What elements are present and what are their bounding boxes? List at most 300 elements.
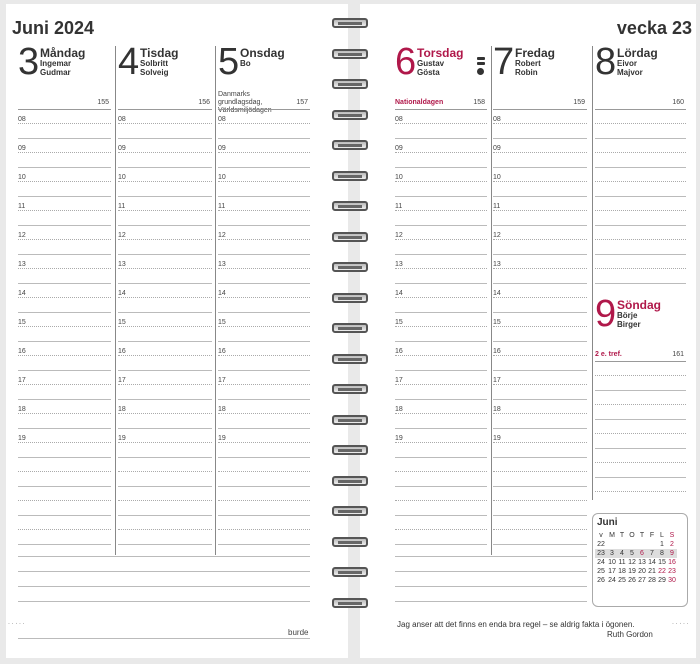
hour-line bbox=[395, 312, 487, 313]
hour-line bbox=[18, 167, 111, 168]
mini-calendar-weekday: T bbox=[639, 532, 645, 539]
hour-line bbox=[493, 399, 587, 400]
spiral-ring bbox=[332, 262, 368, 274]
name-day: Solveig bbox=[140, 68, 169, 77]
half-hour-line bbox=[18, 384, 111, 385]
hour-label: 11 bbox=[493, 203, 501, 210]
hour-line bbox=[118, 399, 212, 400]
day-separator-line bbox=[118, 109, 212, 110]
hour-line bbox=[395, 370, 487, 371]
half-hour-line bbox=[595, 123, 686, 124]
hour-line bbox=[18, 399, 111, 400]
hour-line bbox=[18, 515, 111, 516]
column-divider bbox=[215, 46, 216, 555]
hour-line bbox=[493, 428, 587, 429]
day-name: Måndag bbox=[40, 46, 86, 60]
half-hour-line bbox=[118, 384, 212, 385]
half-hour-line bbox=[493, 471, 587, 472]
hour-line bbox=[395, 167, 487, 168]
hour-label: 08 bbox=[18, 116, 26, 123]
spiral-ring bbox=[332, 506, 368, 518]
half-hour-line bbox=[595, 462, 686, 463]
name-day: Birger bbox=[617, 320, 641, 329]
column-divider bbox=[115, 46, 116, 555]
day-of-year: 157 bbox=[296, 99, 308, 106]
mini-calendar-weekday: M bbox=[609, 532, 615, 539]
day-number: 3 bbox=[18, 41, 40, 83]
mini-calendar-date: 15 bbox=[658, 559, 666, 566]
hour-line bbox=[18, 370, 111, 371]
hour-line bbox=[218, 167, 310, 168]
hour-line bbox=[218, 370, 310, 371]
hour-label: 08 bbox=[395, 116, 403, 123]
hour-label: 14 bbox=[395, 290, 403, 297]
hour-label: 11 bbox=[395, 203, 403, 210]
notes-line bbox=[395, 571, 587, 572]
hour-line bbox=[118, 544, 212, 545]
hour-label: 09 bbox=[118, 145, 126, 152]
half-hour-line bbox=[493, 297, 587, 298]
mini-calendar-week: 22 bbox=[597, 541, 605, 548]
mini-calendar-date bbox=[617, 540, 627, 549]
hour-line bbox=[493, 167, 587, 168]
mini-calendar-date: 27 bbox=[638, 577, 646, 584]
hour-line bbox=[595, 390, 686, 391]
hour-line bbox=[218, 428, 310, 429]
spiral-ring bbox=[332, 567, 368, 579]
hour-label: 15 bbox=[493, 319, 501, 326]
day-separator-line bbox=[395, 109, 487, 110]
hour-line bbox=[218, 312, 310, 313]
spiral-ring bbox=[332, 18, 368, 30]
hour-line bbox=[493, 515, 587, 516]
half-hour-line bbox=[18, 297, 111, 298]
half-hour-line bbox=[18, 442, 111, 443]
half-hour-line bbox=[118, 181, 212, 182]
half-hour-line bbox=[493, 210, 587, 211]
hour-line bbox=[118, 428, 212, 429]
half-hour-line bbox=[395, 210, 487, 211]
hour-label: 18 bbox=[493, 406, 501, 413]
mini-calendar-date: 22 bbox=[658, 568, 666, 575]
notes-line bbox=[18, 556, 310, 557]
day-of-year: 161 bbox=[672, 351, 684, 358]
half-hour-line bbox=[118, 123, 212, 124]
mini-calendar-weekday: v bbox=[599, 532, 603, 539]
hour-line bbox=[395, 399, 487, 400]
month-title: Juni 2024 bbox=[12, 18, 95, 38]
notes-line bbox=[395, 601, 587, 602]
hour-line bbox=[218, 399, 310, 400]
mini-calendar-date: 12 bbox=[628, 559, 636, 566]
name-day: Robert bbox=[515, 59, 541, 68]
spiral-ring bbox=[332, 110, 368, 122]
day-number: 9 bbox=[595, 293, 617, 335]
spiral-ring bbox=[332, 384, 368, 396]
hour-line bbox=[118, 138, 212, 139]
spiral-ring bbox=[332, 140, 368, 152]
notes-line bbox=[18, 601, 310, 602]
hour-label: 09 bbox=[395, 145, 403, 152]
hour-line bbox=[595, 419, 686, 420]
half-hour-line bbox=[18, 529, 111, 530]
mini-calendar-date: 7 bbox=[647, 549, 657, 558]
day-separator-line bbox=[218, 109, 310, 110]
half-hour-line bbox=[395, 500, 487, 501]
day-separator-line bbox=[595, 361, 686, 362]
hour-line bbox=[395, 138, 487, 139]
half-hour-line bbox=[18, 413, 111, 414]
day-of-year: 156 bbox=[198, 99, 210, 106]
hour-line bbox=[595, 448, 686, 449]
half-hour-line bbox=[395, 471, 487, 472]
day-number: 7 bbox=[493, 41, 515, 83]
notes-line bbox=[18, 571, 310, 572]
mini-calendar-date: 28 bbox=[648, 577, 656, 584]
hour-line bbox=[18, 486, 111, 487]
brand-logo: burde bbox=[288, 628, 309, 637]
half-hour-line bbox=[595, 181, 686, 182]
half-hour-line bbox=[218, 297, 310, 298]
hour-label: 13 bbox=[118, 261, 126, 268]
half-hour-line bbox=[218, 355, 310, 356]
half-hour-line bbox=[218, 413, 310, 414]
hour-line bbox=[493, 457, 587, 458]
mini-calendar-weekday: L bbox=[660, 532, 664, 539]
hour-line bbox=[118, 486, 212, 487]
name-day: Solbritt bbox=[140, 59, 168, 68]
hour-line bbox=[118, 283, 212, 284]
hour-label: 19 bbox=[218, 435, 226, 442]
spiral-ring bbox=[332, 171, 368, 183]
spiral-ring bbox=[332, 79, 368, 91]
half-hour-line bbox=[18, 355, 111, 356]
day-number: 4 bbox=[118, 41, 140, 83]
hour-label: 18 bbox=[218, 406, 226, 413]
half-hour-line bbox=[218, 326, 310, 327]
half-hour-line bbox=[18, 181, 111, 182]
half-hour-line bbox=[493, 442, 587, 443]
mini-calendar-date: 25 bbox=[618, 577, 626, 584]
holiday-label: Nationaldagen bbox=[395, 99, 444, 106]
mini-calendar-date: 2 bbox=[670, 541, 674, 548]
mini-calendar-date: 24 bbox=[608, 577, 616, 584]
half-hour-line bbox=[395, 297, 487, 298]
hour-line bbox=[493, 138, 587, 139]
half-hour-line bbox=[18, 471, 111, 472]
hour-label: 14 bbox=[118, 290, 126, 297]
spiral-ring bbox=[332, 293, 368, 305]
hour-label: 11 bbox=[118, 203, 126, 210]
half-hour-line bbox=[595, 433, 686, 434]
hour-label: 08 bbox=[493, 116, 501, 123]
mini-calendar-date: 29 bbox=[658, 577, 666, 584]
name-day: Gustav bbox=[417, 59, 445, 68]
spiral-ring bbox=[332, 232, 368, 244]
day-name: Onsdag bbox=[240, 46, 285, 60]
corner-mark-left: ˙˙˙˙˙ bbox=[8, 622, 27, 631]
half-hour-line bbox=[218, 210, 310, 211]
half-hour-line bbox=[493, 123, 587, 124]
column-divider bbox=[491, 46, 492, 555]
hour-label: 17 bbox=[118, 377, 126, 384]
hour-label: 18 bbox=[18, 406, 26, 413]
hour-line bbox=[493, 254, 587, 255]
hour-label: 12 bbox=[18, 232, 26, 239]
mini-calendar-week: 25 bbox=[597, 568, 605, 575]
hour-line bbox=[395, 254, 487, 255]
name-day: Majvor bbox=[617, 68, 643, 77]
half-hour-line bbox=[218, 500, 310, 501]
hour-label: 17 bbox=[395, 377, 403, 384]
hour-line bbox=[118, 225, 212, 226]
mini-calendar-date: 5 bbox=[627, 549, 637, 558]
spiral-ring bbox=[332, 201, 368, 213]
hour-label: 14 bbox=[18, 290, 26, 297]
hour-line bbox=[395, 457, 487, 458]
quote-author: Ruth Gordon bbox=[607, 630, 653, 639]
half-hour-line bbox=[595, 491, 686, 492]
hour-line bbox=[218, 138, 310, 139]
half-hour-line bbox=[395, 529, 487, 530]
half-hour-line bbox=[395, 413, 487, 414]
hour-line bbox=[218, 283, 310, 284]
hour-label: 17 bbox=[218, 377, 226, 384]
name-day: Eivor bbox=[617, 59, 638, 68]
hour-label: 12 bbox=[395, 232, 403, 239]
half-hour-line bbox=[493, 181, 587, 182]
hour-label: 15 bbox=[118, 319, 126, 326]
half-hour-line bbox=[218, 181, 310, 182]
half-hour-line bbox=[493, 326, 587, 327]
hour-label: 10 bbox=[218, 174, 226, 181]
day-separator-line bbox=[493, 109, 587, 110]
half-hour-line bbox=[18, 152, 111, 153]
hour-label: 13 bbox=[218, 261, 226, 268]
hour-label: 15 bbox=[18, 319, 26, 326]
mini-calendar-week: 23 bbox=[595, 549, 607, 558]
mini-calendar-date: 20 bbox=[638, 568, 646, 575]
hour-label: 09 bbox=[493, 145, 501, 152]
quote-text: Jag anser att det finns en enda bra regel – se aldrig fakta i ögonen. bbox=[397, 620, 635, 629]
half-hour-line bbox=[218, 442, 310, 443]
hour-label: 12 bbox=[493, 232, 501, 239]
half-hour-line bbox=[118, 500, 212, 501]
hour-line bbox=[118, 341, 212, 342]
half-hour-line bbox=[118, 239, 212, 240]
day-of-year: 158 bbox=[473, 99, 485, 106]
half-hour-line bbox=[118, 152, 212, 153]
name-day: Robin bbox=[515, 68, 538, 77]
spiral-ring bbox=[332, 537, 368, 549]
hour-line bbox=[18, 312, 111, 313]
spiral-ring bbox=[332, 445, 368, 457]
hour-line bbox=[595, 225, 686, 226]
hour-line bbox=[18, 138, 111, 139]
half-hour-line bbox=[493, 355, 587, 356]
hour-line bbox=[18, 544, 111, 545]
day-separator-line bbox=[18, 109, 111, 110]
mini-calendar-date: 21 bbox=[648, 568, 656, 575]
half-hour-line bbox=[218, 384, 310, 385]
hour-label: 14 bbox=[493, 290, 501, 297]
hour-label: 18 bbox=[395, 406, 403, 413]
half-hour-line bbox=[395, 181, 487, 182]
day-of-year: 155 bbox=[97, 99, 109, 106]
hour-line bbox=[218, 544, 310, 545]
hour-line bbox=[395, 196, 487, 197]
mini-calendar-title: Juni bbox=[597, 517, 618, 528]
hour-line bbox=[395, 486, 487, 487]
half-hour-line bbox=[493, 529, 587, 530]
half-hour-line bbox=[493, 268, 587, 269]
holiday-label: 2 e. tref. bbox=[595, 351, 622, 358]
hour-line bbox=[18, 196, 111, 197]
hour-label: 09 bbox=[218, 145, 226, 152]
mini-calendar-weekday: O bbox=[629, 532, 635, 539]
hour-line bbox=[218, 225, 310, 226]
day-separator-line bbox=[595, 109, 686, 110]
half-hour-line bbox=[218, 152, 310, 153]
hour-label: 08 bbox=[218, 116, 226, 123]
mini-calendar-date: 18 bbox=[618, 568, 626, 575]
hour-label: 10 bbox=[395, 174, 403, 181]
half-hour-line bbox=[218, 123, 310, 124]
mini-calendar-weekday: T bbox=[619, 532, 625, 539]
mini-calendar-date bbox=[627, 540, 637, 549]
half-hour-line bbox=[218, 268, 310, 269]
hour-label: 15 bbox=[218, 319, 226, 326]
hour-label: 17 bbox=[18, 377, 26, 384]
hour-line bbox=[18, 341, 111, 342]
hour-label: 19 bbox=[118, 435, 126, 442]
half-hour-line bbox=[218, 529, 310, 530]
corner-mark-right: ˙˙˙˙˙ bbox=[672, 622, 691, 631]
hour-label: 12 bbox=[218, 232, 226, 239]
mini-calendar-date: 8 bbox=[657, 549, 667, 558]
half-hour-line bbox=[118, 413, 212, 414]
half-hour-line bbox=[218, 239, 310, 240]
half-hour-line bbox=[118, 326, 212, 327]
day-of-year: 159 bbox=[573, 99, 585, 106]
half-hour-line bbox=[395, 268, 487, 269]
mini-calendar-date: 14 bbox=[648, 559, 656, 566]
day-name: Söndag bbox=[617, 298, 661, 312]
half-hour-line bbox=[493, 239, 587, 240]
hour-label: 12 bbox=[118, 232, 126, 239]
column-divider bbox=[592, 46, 593, 500]
hour-label: 16 bbox=[118, 348, 126, 355]
mini-calendar-date: 16 bbox=[668, 559, 676, 566]
hour-label: 09 bbox=[18, 145, 26, 152]
half-hour-line bbox=[395, 326, 487, 327]
hour-line bbox=[395, 544, 487, 545]
hour-label: 10 bbox=[118, 174, 126, 181]
hour-line bbox=[493, 544, 587, 545]
mini-calendar-date bbox=[637, 540, 647, 549]
mini-calendar-week: 24 bbox=[597, 559, 605, 566]
hour-line bbox=[18, 428, 111, 429]
mini-calendar-date: 3 bbox=[607, 549, 617, 558]
mini-calendar-date: 11 bbox=[618, 559, 626, 566]
half-hour-line bbox=[395, 239, 487, 240]
hour-label: 13 bbox=[18, 261, 26, 268]
half-hour-line bbox=[395, 355, 487, 356]
hour-line bbox=[493, 312, 587, 313]
half-hour-line bbox=[493, 152, 587, 153]
hour-label: 10 bbox=[18, 174, 26, 181]
half-hour-line bbox=[595, 239, 686, 240]
notes-line bbox=[395, 586, 587, 587]
name-day: Börje bbox=[617, 311, 638, 320]
hour-line bbox=[118, 167, 212, 168]
half-hour-line bbox=[18, 268, 111, 269]
spiral-ring bbox=[332, 415, 368, 427]
day-name: Torsdag bbox=[417, 46, 464, 60]
mini-calendar-date: 10 bbox=[608, 559, 616, 566]
half-hour-line bbox=[118, 471, 212, 472]
hour-label: 15 bbox=[395, 319, 403, 326]
hour-line bbox=[218, 341, 310, 342]
hour-line bbox=[493, 283, 587, 284]
hour-line bbox=[118, 515, 212, 516]
half-hour-line bbox=[595, 152, 686, 153]
hour-line bbox=[118, 312, 212, 313]
hour-label: 19 bbox=[493, 435, 501, 442]
hour-line bbox=[218, 457, 310, 458]
hour-line bbox=[118, 254, 212, 255]
hour-line bbox=[118, 196, 212, 197]
half-hour-line bbox=[493, 413, 587, 414]
hour-line bbox=[18, 457, 111, 458]
spiral-ring bbox=[332, 49, 368, 61]
hour-line bbox=[118, 370, 212, 371]
hour-label: 16 bbox=[218, 348, 226, 355]
hour-line bbox=[493, 225, 587, 226]
hour-line bbox=[18, 283, 111, 284]
holiday-label: Danmarks grundlagsdag, Världsmiljödagen bbox=[218, 91, 272, 114]
hour-label: 13 bbox=[395, 261, 403, 268]
half-hour-line bbox=[395, 384, 487, 385]
half-hour-line bbox=[595, 268, 686, 269]
hour-line bbox=[395, 428, 487, 429]
name-day: Bo bbox=[240, 59, 251, 68]
half-hour-line bbox=[18, 239, 111, 240]
hour-label: 08 bbox=[118, 116, 126, 123]
spiral-ring bbox=[332, 323, 368, 335]
half-hour-line bbox=[595, 210, 686, 211]
half-hour-line bbox=[118, 529, 212, 530]
hour-label: 16 bbox=[493, 348, 501, 355]
hour-line bbox=[218, 254, 310, 255]
half-hour-line bbox=[595, 404, 686, 405]
half-hour-line bbox=[218, 471, 310, 472]
hour-line bbox=[595, 477, 686, 478]
half-hour-line bbox=[395, 123, 487, 124]
hour-label: 13 bbox=[493, 261, 501, 268]
notes-line bbox=[395, 556, 587, 557]
mini-calendar-weekday: F bbox=[649, 532, 655, 539]
name-day: Gösta bbox=[417, 68, 440, 77]
hour-line bbox=[493, 196, 587, 197]
hour-line bbox=[395, 341, 487, 342]
hour-label: 11 bbox=[18, 203, 26, 210]
mini-calendar-date: 23 bbox=[668, 568, 676, 575]
name-day: Gudmar bbox=[40, 68, 71, 77]
mini-calendar-date: 26 bbox=[628, 577, 636, 584]
hour-line bbox=[395, 225, 487, 226]
mini-calendar-date: 6 bbox=[637, 549, 647, 558]
